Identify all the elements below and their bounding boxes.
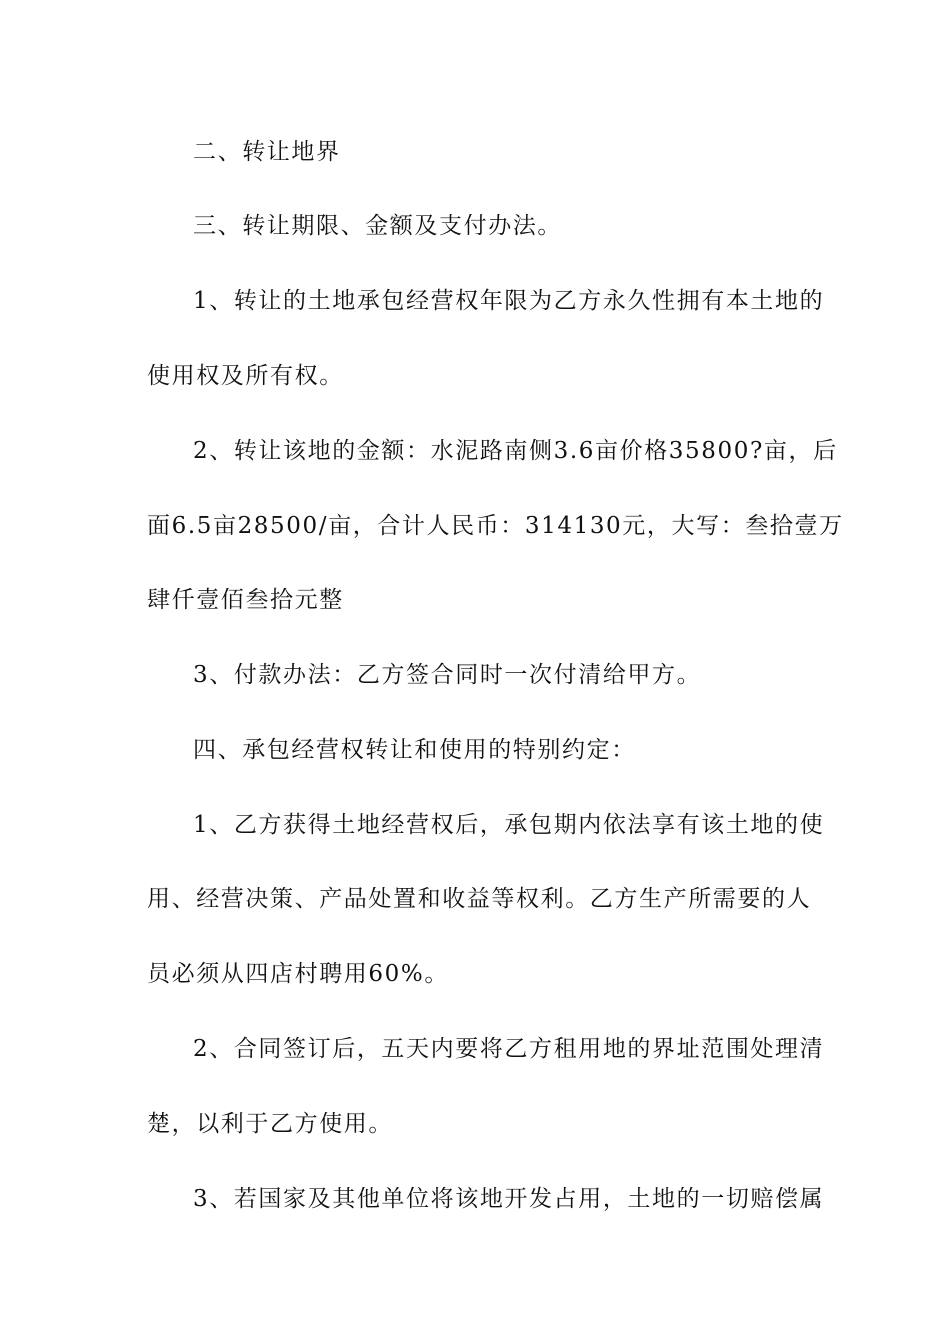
paragraph-line: 2、转让该地的金额：水泥路南侧3.6亩价格35800?亩，后	[193, 438, 838, 464]
section-heading-special-terms: 四、承包经营权转让和使用的特别约定：	[193, 737, 636, 763]
paragraph-line: 3、若国家及其他单位将该地开发占用，土地的一切赔偿属	[193, 1186, 825, 1212]
paragraph-line: 1、转让的土地承包经营权年限为乙方永久性拥有本土地的	[193, 288, 825, 314]
section-heading-term-amount: 三、转让期限、金额及支付办法。	[193, 213, 562, 239]
paragraph-line: 楚，以利于乙方使用。	[147, 1111, 393, 1137]
paragraph-line: 肆仟壹佰叁拾元整	[147, 587, 344, 613]
paragraph-line: 用、经营决策、产品处置和收益等权利。乙方生产所需要的人	[147, 886, 812, 912]
paragraph-line: 3、付款办法：乙方签合同时一次付清给甲方。	[193, 662, 702, 688]
paragraph-line: 面6.5亩28500/亩，合计人民币：314130元，大写：叁拾壹万	[147, 513, 844, 539]
paragraph-line: 2、合同签订后，五天内要将乙方租用地的界址范围处理清	[193, 1036, 825, 1062]
paragraph-line: 使用权及所有权。	[147, 363, 344, 389]
paragraph-line: 员必须从四店村聘用60%。	[147, 961, 449, 987]
section-heading-boundary: 二、转让地界	[193, 139, 341, 165]
paragraph-line: 1、乙方获得土地经营权后，承包期内依法享有该土地的使	[193, 812, 825, 838]
